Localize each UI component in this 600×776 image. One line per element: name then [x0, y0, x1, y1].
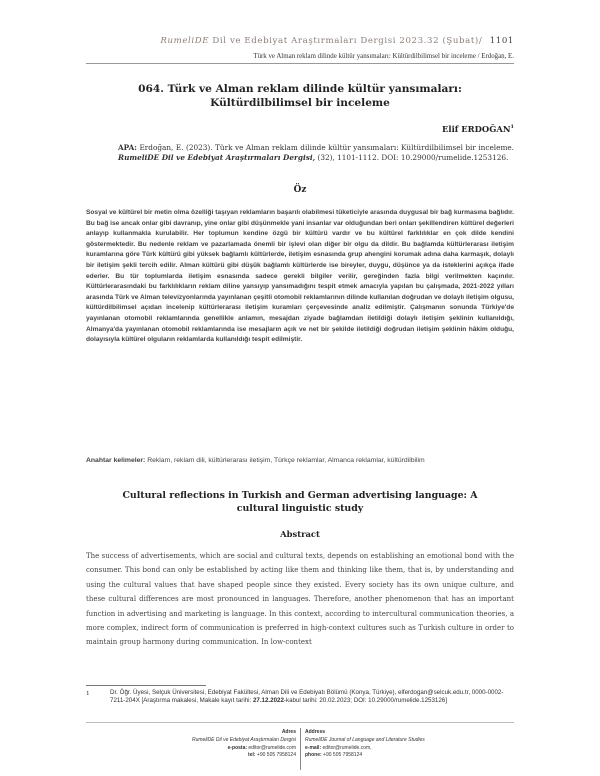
article-title-english: Cultural reflections in Turkish and German advertising language: A cultural linguistic study [122, 490, 478, 514]
footer-right-phone-label: phone: [305, 752, 322, 759]
footnote-received-date: 27.12.2022 [252, 697, 284, 705]
author-footnote-mark: 1 [510, 124, 514, 131]
journal-issue: Dil ve Edebiyat Araştırmaları Dergisi 2023.32 (Şubat)/ [212, 36, 483, 46]
abstract-en-heading: Abstract [280, 529, 320, 539]
keywords-tr [86, 456, 514, 467]
keywords-list: Reklam, reklam dili, kültürlerarası iletişim, Türkçe reklamlar, Almanca reklamlar, kültürdilbilim [145, 457, 425, 464]
apa-journal: RumeliDE Dil ve Edebiyat Araştırmaları Dergisi, [118, 153, 316, 163]
footer-right-email-label: e-mail: [305, 744, 322, 751]
footnote-divider [86, 685, 206, 686]
footer-right-phone: +90 505 7958124 [323, 752, 363, 759]
apa-label: APA: [118, 143, 137, 152]
footer-column-divider [300, 728, 301, 770]
footer-right-label: Address [305, 729, 326, 735]
page-number: 1101 [489, 36, 514, 46]
footer-left-phone: +90 505 7958124 [256, 752, 296, 759]
footnote-tail: -kabul tarihi: 20.02.2023; DOI: 10.29000/rumelide.1253126] [283, 697, 447, 705]
footer-address-tr [192, 729, 296, 760]
apa-tail: (32), 1101-1112. DOI: 10.29000/rumelide.1253126. [315, 153, 509, 163]
footer-right-email[interactable]: editor@rumelide.com, [322, 744, 372, 751]
apa-text: Erdoğan, E. (2023). Türk ve Alman reklam dilinde kültür yansımaları: Kültürdilbilimsel bir inceleme. [136, 143, 514, 152]
apa-citation [118, 143, 514, 163]
keywords-label: Anahtar kelimeler: [86, 457, 146, 464]
footer-left-label: Adres [281, 729, 296, 735]
footer-address-en [305, 729, 425, 760]
footer-right-journal: RumeliDE Journal of Language and Literature Studies [305, 736, 425, 743]
footer-left-email-label: e-posta: [227, 744, 248, 751]
footnote-number: 1 [86, 691, 90, 697]
header-divider [86, 63, 514, 64]
footer-divider [86, 722, 514, 723]
running-head [160, 36, 514, 46]
journal-name: RumeliDE [160, 36, 210, 46]
footer-left-journal: RumeliDE Dil ve Edebiyat Araştırmaları Dergisi [191, 736, 296, 743]
author-name-text: Elif ERDOĞAN [442, 124, 511, 134]
footer-left-email[interactable]: editor@rumelide.com [248, 744, 296, 751]
footnote-main: Dr. Öğr. Üyesi, Selçuk Üniversitesi, Edebiyat Fakültesi, Alman Dili ve Edebiyatı Bölümü (Konya, Türkiye), elferdogan@selcuk.edu.tr, 0000-0002-7211-204X [Araştırma makalesi, Makale kayıt tarihi: [110, 689, 504, 705]
article-title-turkish: 064. Türk ve Alman reklam dilinde kültür yansımaları: Kültürdilbilimsel bir inceleme [138, 83, 462, 109]
author-name [442, 124, 514, 134]
abstract-en-body: The success of advertisements, which are social and cultural texts, depends on establishing an emotional bond with the consumer. This bond can only be established by acting like them and thinking like them, that is, by understanding and using the cultural values that have shaped people since they existed. Every society has its own unique culture, and these cultural differences are most pronounced in languages. Therefore, another phenomenon that has an important function in advertising and marketing is language. In this context, according to intercultural communication theories, a more complex, indirect form of communication is preferred in high-context cultures such as Turkish culture in order to maintain group harmony during communication. In low-context [86, 552, 514, 647]
footer-left-phone-label: tel: [248, 752, 256, 759]
short-title: Türk ve Alman reklam dilinde kültür yansımaları: Kültürdilbilimsel bir inceleme / Erdoğan, E. [253, 53, 514, 60]
abstract-tr-body: Sosyal ve kültürel bir metin olma özelliği taşıyan reklamların başarılı olabilmesi tüketiciyle arasında duygusal bir bağ kurmasına bağlıdır. Bu bağ ise ancak onlar gibi davranıp, yine onlar gibi düşünmekle yani insanlar var olduğundan beri onları şekillendiren kültürel değerleri anlayıp kullanmakla kurulabilir. Her toplumun kendine özgü bir kültürü vardır ve bu kültürel farklılıklar en çok dilde kendini göstermektedir. Bu nedenle reklam ve pazarlamada önemli bir işlevi olan diğer bir olgu da dildir. Bu bağlamda kültürlerarası iletişim kuramlarına göre Türk kültürü gibi yüksek bağlamlı kültürlerde, iletişim esnasında grup ahengini korumak adına daha karmaşık, dolaylı bir iletişim şekli tercih edilir. Alman kültürü gibi düşük bağlamlı kültürlerde ise bireyler, duygu, düşünce ya da isteklerini açıkça ifade ederler. Bu tür toplumlarda iletişim esnasında sadece gerekli bilgiler verilir, gereğinden fazla bilgi verilmekten kaçınılır. Kültürlerarasındaki bu farklılıkların reklam diline yansıyıp yansımadığını tespit etmek amacıyla yapılan bu çalışmada, 2021-2022 yılları arasında Türk ve Alman televizyonlarında yayınlanan çeşitli otomobil reklamlarının dilinde kullanılan doğrudan ve dolaylı iletişim olgusu, kültürdilbilimsel açıdan incelenip kültürlerarası iletişim kuramları çerçevesinde analiz edilmiştir. Çalışmanın sonunda Türkiye'de yayınlanan otomobil reklamlarında genellikle anlamın, mesajdan ziyade bağlamdan iletildiği dolaylı iletişim şeklinin kullanıldığı, Almanya'da yayınlanan otomobil reklamlarında ise mesajların açık ve net bir şekilde iletildiği doğrudan iletişim şeklinin hâkim olduğu, dolayısıyla kültürel olguların reklamlarda kullanıldığı tespit edilmiştir. [86, 209, 514, 344]
abstract-tr-heading: Öz [293, 185, 307, 195]
footnote-text [110, 689, 514, 706]
